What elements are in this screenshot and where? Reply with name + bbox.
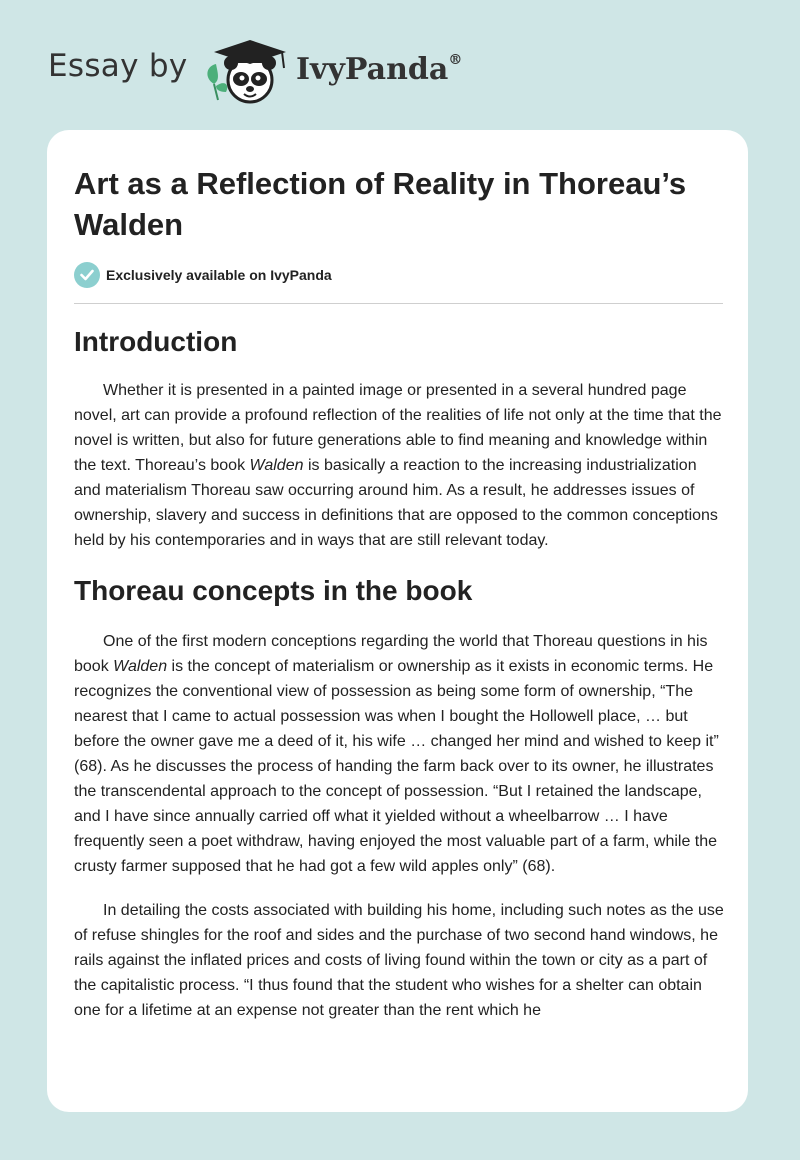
check-icon <box>74 262 100 288</box>
exclusive-badge-text: Exclusively available on IvyPanda <box>106 267 332 283</box>
site-header <box>0 0 800 125</box>
paragraph: Whether it is presented in a painted image or presented in a several hundred page novel, art can provide a profound reflection of the realities of life not only at the time that the novel is written, but also for future generations able to find meaning and knowledge within the text. Thoreau’s book Walden is basically a reaction to the increasing industrialization and materialism Thoreau saw occurring around him. As a result, he addresses issues of ownership, slavery and success in definitions that are opposed to the common conceptions held by his contemporaries and in ways that are still relevant today. <box>74 382 722 549</box>
essay-title: Art as a Reflection of Reality in Thoreau’s Walden <box>74 166 687 242</box>
book-title: Walden <box>249 457 304 474</box>
paragraph: In detailing the costs associated with building his home, including such notes as the use of refuse shingles for the roof and sides and the purchase of two second hand windows, he rails against the inflated prices and costs of living found within the town or city as a part of the capitalistic process. “I thus found that the student who wishes for a shelter can obtain one for a lifetime at an expense not greater than the rent which he <box>74 902 724 1019</box>
brand-prefix: Essay by <box>48 48 188 84</box>
registered-mark: ® <box>448 52 463 68</box>
essay-card <box>47 130 748 1112</box>
section-heading-introduction: Introduction <box>74 326 238 357</box>
brand-name: IvyPanda® <box>296 52 463 87</box>
divider <box>74 303 723 304</box>
paragraph: One of the first modern conceptions regarding the world that Thoreau questions in his book Walden is the concept of materialism or ownership as it exists in economic terms. He recognizes the conventional view of possession as being some form of ownership, “The nearest that I came to actual possession was when I bought the Hollowell place, … but before the owner gave me a deed of it, his wife … changed her mind and wished to keep it” (68). As he discusses the process of handing the farm back over to its owner, he illustrates the transcendental approach to the concept of possession. “But I retained the landscape, and I have since annually carried off what it yielded without a wheelbarrow … I have frequently seen a poet withdraw, having enjoyed the most valuable part of a farm, while the crusty farmer supposed that he had got a few wild apples only” (68). <box>74 633 719 875</box>
exclusive-badge <box>74 262 332 288</box>
section-heading-concepts: Thoreau concepts in the book <box>74 575 473 606</box>
book-title: Walden <box>113 658 168 675</box>
panda-mascot-icon <box>200 36 292 108</box>
essay-body <box>74 325 724 1023</box>
